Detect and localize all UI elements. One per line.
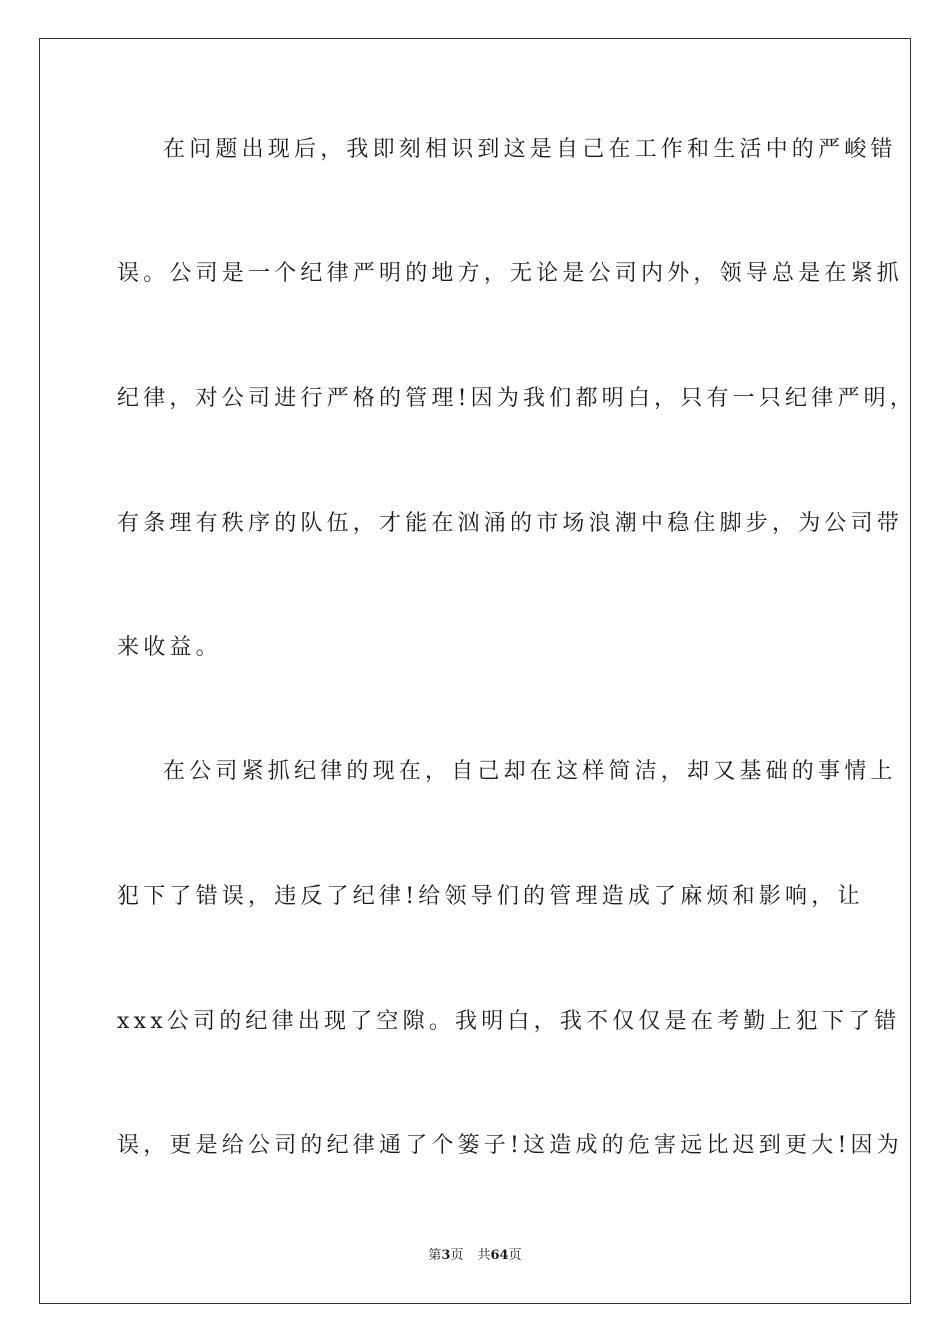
paragraph-1-line-2: 误。公司是一个纪律严明的地方，无论是公司内外，领导总是在紧抓 bbox=[117, 261, 904, 286]
paragraph-1-line-5: 来收益。 bbox=[117, 635, 222, 660]
paragraph-2-line-2: 犯下了错误，违反了纪律!给领导们的管理造成了麻烦和影响，让 bbox=[117, 884, 864, 909]
paragraph-1-line-3: 纪律，对公司进行严格的管理!因为我们都明白，只有一只纪律严明， bbox=[117, 386, 917, 411]
page-border bbox=[39, 38, 917, 1304]
page-suffix: 页 bbox=[450, 1248, 464, 1263]
paragraph-2-line-3: xxx公司的纪律出现了空隙。我明白，我不仅仅是在考勤上犯下了错 bbox=[117, 1009, 901, 1034]
paragraph-1-line-1: 在问题出现后，我即刻相识到这是自己在工作和生活中的严峻错 bbox=[163, 137, 897, 162]
total-pages: 64 bbox=[490, 1248, 509, 1263]
page-footer bbox=[0, 1247, 950, 1265]
total-prefix: 共 bbox=[477, 1248, 491, 1263]
paragraph-2-line-1: 在公司紧抓纪律的现在，自己却在这样简洁，却又基础的事情上 bbox=[163, 759, 897, 784]
page-prefix: 第 bbox=[428, 1248, 442, 1263]
paragraph-1-line-4: 有条理有秩序的队伍，才能在汹涌的市场浪潮中稳住脚步，为公司带 bbox=[117, 511, 904, 536]
total-suffix: 页 bbox=[508, 1248, 522, 1263]
paragraph-2-line-4: 误，更是给公司的纪律通了个篓子!这造成的危害远比迟到更大!因为 bbox=[117, 1133, 903, 1158]
page-number: 3 bbox=[441, 1248, 451, 1263]
